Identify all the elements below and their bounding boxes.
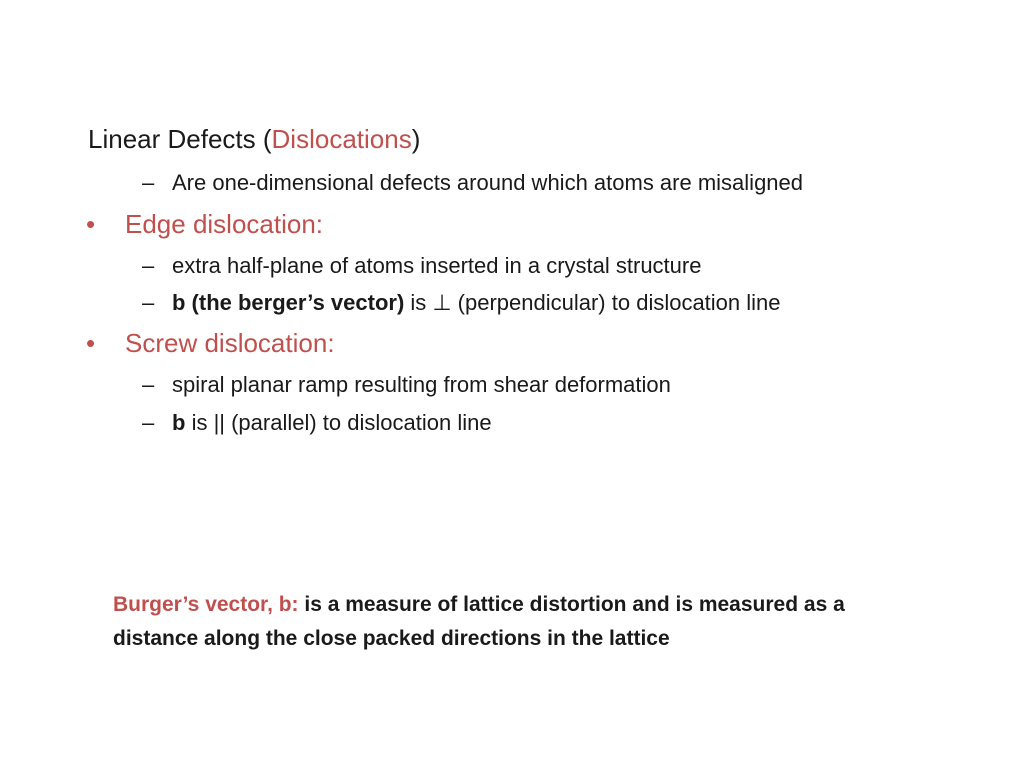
screw-sub-item-1 [142,372,671,398]
dash-bullet: – [142,372,155,397]
sub-item-text: spiral planar ramp resulting from shear deformation [172,372,671,397]
title-prefix: Linear Defects ( [88,124,272,154]
dash-bullet: – [142,410,155,435]
sub-item-text: is ⊥ (perpendicular) to dislocation line [404,290,781,315]
section-heading-edge [86,209,323,240]
edge-sub-item-1 [142,253,701,279]
screw-sub-item-2 [142,410,492,436]
note-label: Burger’s vector, b: [113,593,299,616]
intro-sub-item [142,170,803,196]
title-highlight: Dislocations [271,124,412,154]
section-heading-text: Edge dislocation: [125,209,324,239]
edge-sub-item-2 [142,290,781,316]
title-suffix: ) [411,124,421,154]
bullet-dot: • [86,209,96,239]
sub-item-bold: b (the berger’s vector) [172,290,405,315]
section-heading-text: Screw dislocation: [125,328,335,358]
dash-bullet: – [142,170,155,195]
sub-item-bold: b [172,410,186,435]
slide-title [88,124,420,155]
bullet-dot: • [86,328,96,358]
dash-bullet: – [142,290,155,315]
intro-sub-item-text: Are one-dimensional defects around which atoms are misaligned [172,170,804,195]
sub-item-text: extra half-plane of atoms inserted in a crystal structure [172,253,702,278]
note-text: is a measure of lattice distortion and is measured as a distance along the close packed directions in the lattice [113,593,845,650]
dash-bullet: – [142,253,155,278]
burgers-vector-note [113,588,933,656]
sub-item-text: is || (parallel) to dislocation line [185,410,492,435]
section-heading-screw [86,328,335,359]
